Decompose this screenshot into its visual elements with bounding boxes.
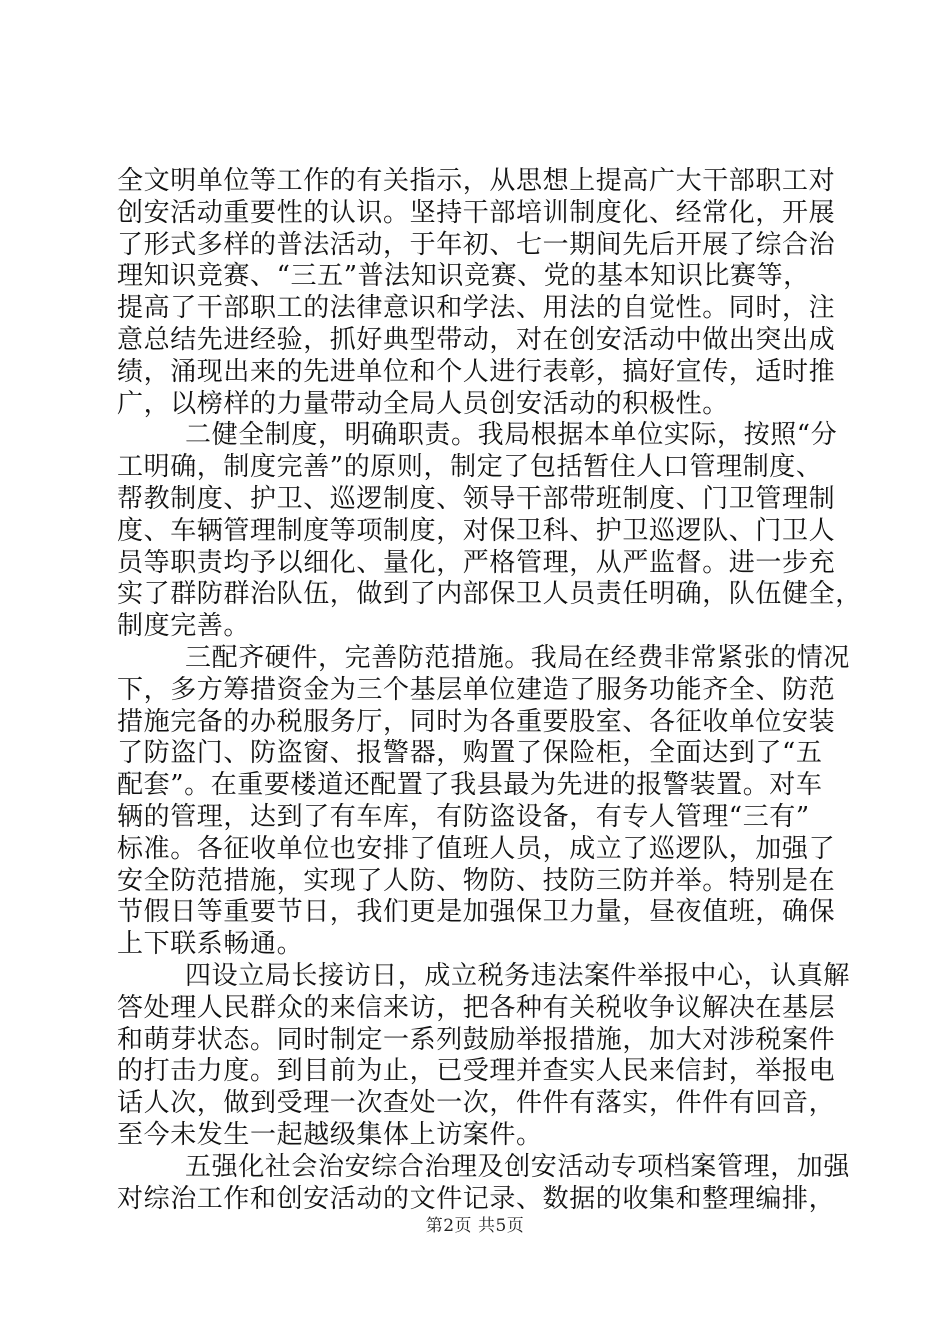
text-line: 配套”。在重要楼道还配置了我县最为先进的报警装置。对车 xyxy=(117,770,823,801)
text-line: 节假日等重要节日，我们更是加强保卫力量，昼夜值班，确保 xyxy=(117,897,836,928)
text-line: 二健全制度，明确职责。我局根据本单位实际，按照“分 xyxy=(185,420,838,451)
text-line: 的打击力度。到目前为止，已受理并查实人民来信封，举报电 xyxy=(117,1056,836,1087)
text-line: 了形式多样的普法活动，于年初、七一期间先后开展了综合治 xyxy=(117,229,836,260)
text-line: 绩，涌现出来的先进单位和个人进行表彰，搞好宣传，适时推 xyxy=(117,356,836,387)
text-line: 话人次，做到受理一次查处一次，件件有落实，件件有回音， xyxy=(117,1088,836,1119)
text-line: 至今未发生一起越级集体上访案件。 xyxy=(117,1119,543,1150)
text-line: 理知识竞赛、“三五”普法知识竞赛、党的基本知识比赛等， xyxy=(117,261,810,292)
text-line: 答处理人民群众的来信来访，把各种有关税收争议解决在基层 xyxy=(117,992,836,1023)
text-line: 了防盗门、防盗窗、报警器，购置了保险柜，全面达到了“五 xyxy=(117,738,823,769)
text-line: 辆的管理，达到了有车库，有防盗设备，有专人管理“三有” xyxy=(117,801,810,832)
text-line: 全文明单位等工作的有关指示，从思想上提高广大干部职工对 xyxy=(117,166,836,196)
text-line: 五强化社会治安综合治理及创安活动专项档案管理，加强 xyxy=(185,1151,851,1182)
text-line: 创安活动重要性的认识。坚持干部培训制度化、经常化，开展 xyxy=(117,197,836,228)
text-line: 工明确，制度完善”的原则，制定了包括暂住人口管理制度、 xyxy=(117,452,823,483)
text-line: 标准。各征收单位也安排了值班人员，成立了巡逻队，加强了 xyxy=(117,833,836,864)
text-line: 帮教制度、护卫、巡逻制度、领导干部带班制度、门卫管理制 xyxy=(117,483,836,514)
text-line: 对综治工作和创安活动的文件记录、数据的收集和整理编排， xyxy=(117,1183,836,1214)
document-body xyxy=(117,166,862,1215)
text-line: 和萌芽状态。同时制定一系列鼓励举报措施，加大对涉税案件 xyxy=(117,1024,836,1055)
text-line: 三配齐硬件，完善防范措施。我局在经费非常紧张的情况 xyxy=(185,642,851,673)
text-line: 安全防范措施，实现了人防、物防、技防三防并举。特别是在 xyxy=(117,865,836,896)
text-line: 四设立局长接访日，成立税务违法案件举报中心，认真解 xyxy=(185,960,851,991)
text-line: 广，以榜样的力量带动全局人员创安活动的积极性。 xyxy=(117,388,729,419)
text-line: 下，多方筹措资金为三个基层单位建造了服务功能齐全、防范 xyxy=(117,674,836,705)
text-line: 意总结先进经验，抓好典型带动，对在创安活动中做出突出成 xyxy=(117,324,836,355)
text-line: 提高了干部职工的法律意识和学法、用法的自觉性。同时，注 xyxy=(117,293,836,324)
text-line: 制度完善。 xyxy=(117,611,251,642)
page-footer: 第2页 共5页 xyxy=(425,1216,525,1236)
text-line: 上下联系畅通。 xyxy=(117,929,304,960)
text-line: 员等职责均予以细化、量化，严格管理，从严监督。进一步充 xyxy=(117,547,836,578)
text-line: 度、车辆管理制度等项制度，对保卫科、护卫巡逻队、门卫人 xyxy=(117,515,836,546)
text-line: 实了群防群治队伍，做到了内部保卫人员责任明确，队伍健全， xyxy=(117,579,862,610)
text-line: 措施完备的办税服务厅，同时为各重要股室、各征收单位安装 xyxy=(117,706,836,737)
